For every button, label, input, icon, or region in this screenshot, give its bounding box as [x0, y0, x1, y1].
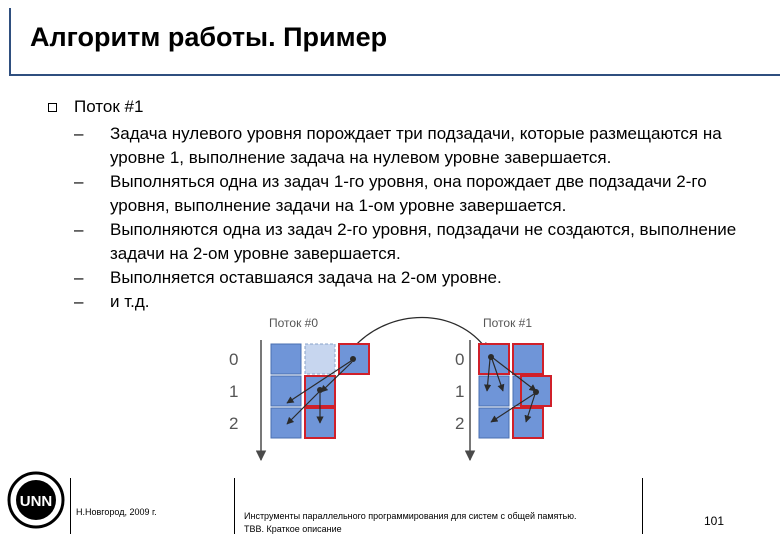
task-stealing-diagram — [225, 312, 555, 467]
list-item — [74, 170, 754, 218]
task-cell-active — [513, 408, 543, 438]
task-origin-dot — [317, 387, 323, 393]
stream0-label: Поток #0 — [269, 316, 319, 330]
dash-marker: – — [74, 292, 84, 311]
task-origin-dot — [488, 354, 494, 360]
list-item — [74, 122, 754, 170]
slide-title: Алгоритм работы. Пример — [30, 22, 388, 52]
logo-text: UNN — [19, 493, 53, 510]
square-bullet-icon — [48, 103, 57, 112]
dash-marker: – — [74, 172, 84, 191]
list-item-text: Задача нулевого уровня порождает три подзадачи, которые размещаются на уровне 1, выполнение задача на нулевом уровне завершается. — [110, 124, 722, 167]
footer-description-line: Инструменты параллельного программирования для систем с общей памятью. — [244, 511, 577, 521]
unn-logo — [6, 470, 66, 530]
list-item-text: и т.д. — [110, 292, 150, 311]
dash-marker: – — [74, 268, 84, 287]
stream1-label: Поток #1 — [483, 316, 533, 330]
task-cell — [513, 344, 543, 374]
level-label: 2 — [229, 414, 239, 433]
footer-divider — [234, 478, 235, 534]
task-cell — [479, 376, 509, 406]
title-accent-bar-vertical — [9, 8, 11, 74]
task-steps-list — [74, 122, 754, 314]
task-cell — [271, 408, 301, 438]
footer-divider — [642, 478, 643, 534]
list-item — [74, 218, 754, 266]
task-cell — [271, 344, 301, 374]
list-item — [74, 290, 754, 314]
level-label: 1 — [455, 382, 465, 401]
task-cell-empty — [305, 344, 335, 374]
stream-heading: Поток #1 — [74, 97, 144, 116]
dash-marker: – — [74, 220, 84, 239]
list-item-text: Выполняется оставшаяся задача на 2-ом уровне. — [110, 268, 502, 287]
list-item-text: Выполняться одна из задач 1-го уровня, она порождает две подзадачи 2-го уровня, выполнение задачи на 1-ом уровне завершается. — [110, 172, 707, 215]
footer-description-line: ТВВ. Краткое описание — [244, 524, 342, 534]
level-label: 2 — [455, 414, 465, 433]
level-label: 0 — [229, 350, 239, 369]
steal-arc-arrow — [353, 317, 487, 350]
list-item-text: Выполняются одна из задач 2-го уровня, подзадачи не создаются, выполнение задачи на 2-ом уровне завершается. — [110, 220, 737, 263]
task-cell — [271, 376, 301, 406]
level-label: 1 — [229, 382, 239, 401]
page-number: 101 — [704, 514, 725, 528]
dash-marker: – — [74, 124, 84, 143]
list-item — [74, 266, 754, 290]
title-accent-bar-horizontal — [9, 74, 780, 76]
footer-city-year: Н.Новгород, 2009 г. — [76, 507, 157, 517]
footer-description — [244, 510, 634, 536]
level-label: 0 — [455, 350, 465, 369]
footer-divider — [70, 478, 71, 534]
